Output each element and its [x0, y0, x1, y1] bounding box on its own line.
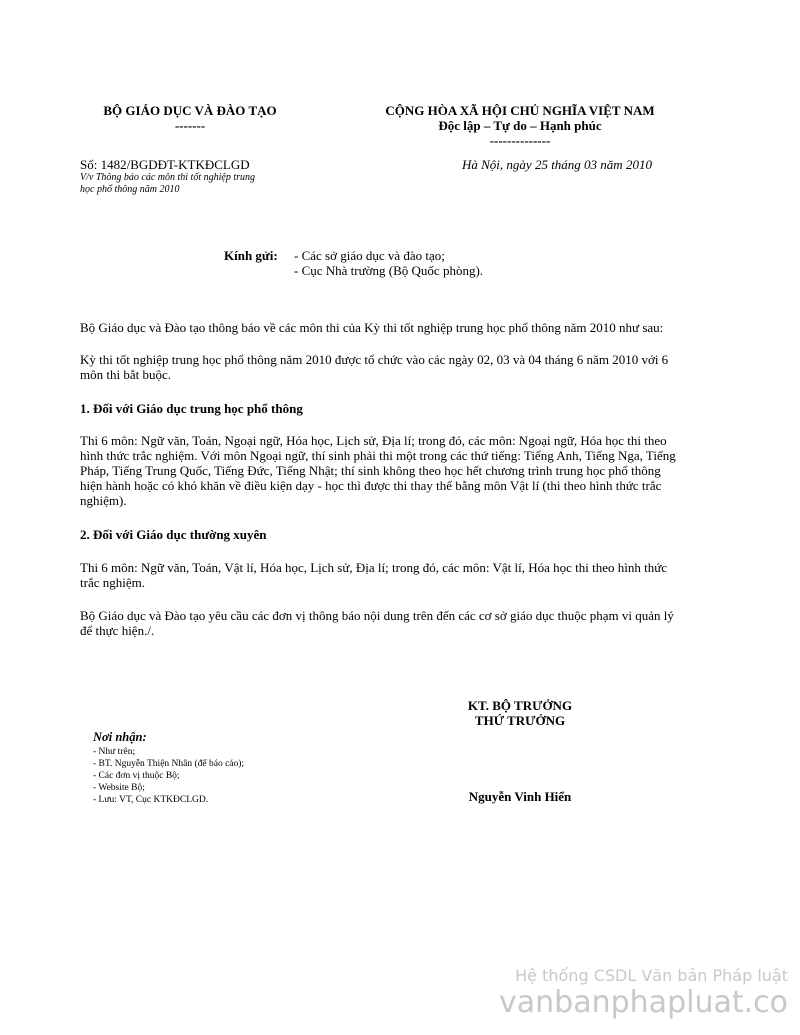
receiver-item: - Website Bộ; — [93, 783, 145, 793]
signer-name: Nguyễn Vinh Hiển — [468, 789, 572, 804]
section2-title: 2. Đối với Giáo dục thường xuyên — [80, 527, 267, 542]
place-date: Hà Nội, ngày 25 tháng 03 năm 2010 — [462, 157, 652, 172]
paragraph-line: Pháp, Tiếng Trung Quốc, Tiếng Đức, Tiếng Nhật; thí sinh không theo học hết chương trình trung học phổ thông — [80, 463, 661, 478]
receivers-label: Nơi nhận: — [93, 730, 147, 744]
paragraph-line: môn thi bắt buộc. — [80, 367, 171, 382]
paragraph-line: để thực hiện./. — [80, 623, 155, 638]
paragraph-line: Thi 6 môn: Ngữ văn, Toán, Vật lí, Hóa học, Lịch sử, Địa lí; trong đó, các môn: Vật lí, Hóa học thi theo hình thức — [80, 560, 668, 575]
recipient-line: - Cục Nhà trường (Bộ Quốc phòng). — [294, 263, 484, 278]
watermark-line1: Hệ thống CSDL Văn bản Pháp luật — [515, 966, 788, 985]
ministry-name: BỘ GIÁO DỤC VÀ ĐÀO TẠO — [103, 103, 277, 118]
national-motto: Độc lập – Tự do – Hạnh phúc — [438, 118, 602, 133]
paragraph-line: trắc nghiệm. — [80, 575, 145, 590]
paragraph-line: Thi 6 môn: Ngữ văn, Toán, Ngoại ngữ, Hóa học, Lịch sử, Địa lí; trong đó, các môn: Ngoại ngữ, Hóa học thi theo — [80, 433, 667, 448]
recipient-line: - Các sở giáo dục và đào tạo; — [294, 248, 445, 263]
signature-subtitle: THỨ TRƯỞNG — [474, 713, 566, 728]
section1-title: 1. Đối với Giáo dục trung học phổ thông — [80, 401, 303, 416]
receiver-item: - Lưu: VT, Cục KTKĐCLGD. — [93, 795, 209, 805]
ministry-dash: ------- — [174, 118, 206, 133]
intro-paragraph: Bộ Giáo dục và Đào tạo thông báo về các môn thi của Kỳ thi tốt nghiệp trung học phổ thông năm 2010 như sau: — [80, 320, 664, 335]
signature-title: KT. BỘ TRƯỞNG — [467, 698, 573, 713]
document-subject-line2: học phổ thông năm 2010 — [80, 184, 180, 195]
recipients-label: Kính gửi: — [224, 248, 278, 263]
receiver-item: - BT. Nguyễn Thiện Nhân (để báo cáo); — [93, 759, 245, 769]
document-subject-line1: V/v Thông báo các môn thi tốt nghiệp trung — [80, 172, 255, 183]
country-name: CỘNG HÒA XÃ HỘI CHỦ NGHĨA VIỆT NAM — [385, 103, 655, 118]
document-number: Số: 1482/BGDĐT-KTKĐCLGD — [80, 157, 250, 172]
paragraph-line: Bộ Giáo dục và Đào tạo yêu cầu các đơn vị thông báo nội dung trên đến các cơ sở giáo dục thuộc phạm vi quản lý — [80, 608, 674, 623]
receiver-item: - Như trên; — [93, 747, 136, 757]
paragraph-line: Kỳ thi tốt nghiệp trung học phổ thông năm 2010 được tổ chức vào các ngày 02, 03 và 04 tháng 6 năm 2010 với 6 — [80, 352, 669, 367]
paragraph-line: hiện hành hoặc có khó khăn về điều kiện dạy - học thì được thi thay thế bằng môn Vật lí (thi theo hình thức trắc — [80, 478, 662, 493]
motto-dash: -------------- — [489, 133, 551, 148]
paragraph-line: nghiệm). — [80, 493, 127, 508]
watermark-line2: vanbanphapluat.co — [499, 985, 788, 1020]
paragraph-line: hình thức trắc nghiệm. Với môn Ngoại ngữ, thí sinh phải thi một trong các thứ tiếng: Tiếng Anh, Tiếng Nga, Tiếng — [80, 448, 676, 463]
receiver-item: - Các đơn vị thuộc Bộ; — [93, 771, 180, 781]
